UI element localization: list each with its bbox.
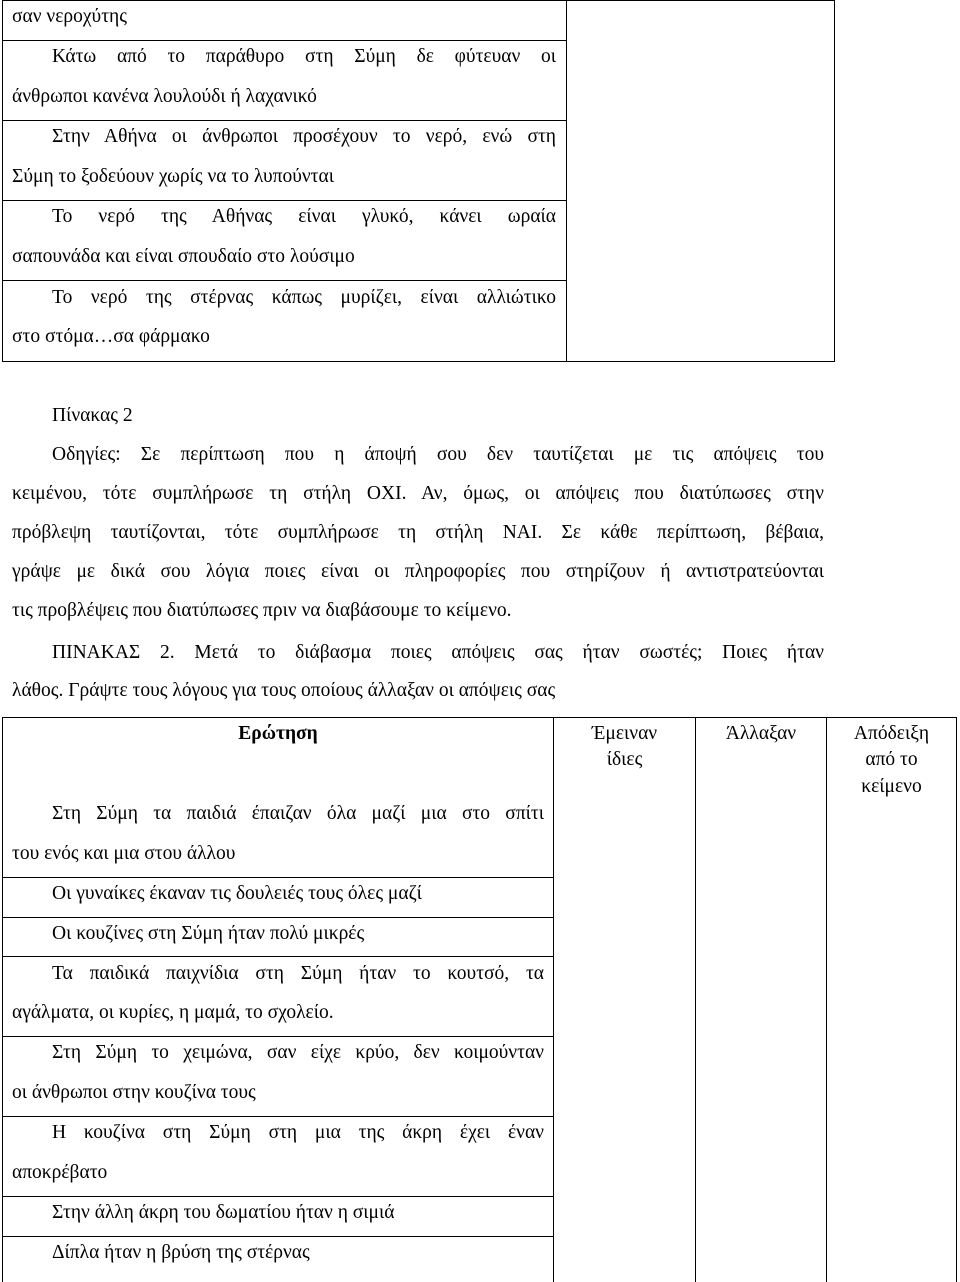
table-row: Δίπλα ήταν η βρύση της στέρνας — [52, 1242, 310, 1263]
table-row: Το νερό της στέρνας κάπως μυρίζει, είναι αλλιώτικο — [52, 287, 556, 308]
table-2-column-divider — [553, 717, 554, 1282]
table-1-row-divider — [2, 40, 567, 41]
table-2-row-divider — [2, 956, 554, 957]
header-same: Έμειναν — [591, 723, 658, 744]
instructions-line: γράψε με δικά σου λόγια ποιες είναι οι πληροφορίες που στηρίζουν ή αντιστρατεύονται — [12, 561, 824, 582]
instructions-line: πρόβλεψη ταυτίζονται, τότε συμπλήρωσε τη στήλη ΝΑΙ. Σε κάθε περίπτωση, βέβαια, — [12, 522, 824, 543]
table-2-column-divider — [695, 717, 696, 1282]
instructions-line: ΠΙΝΑΚΑΣ 2. Μετά το διάβασμα ποιες απόψεις σας ήταν σωστές; Ποιες ήταν — [52, 642, 824, 663]
header-changed: Άλλαξαν — [725, 723, 797, 744]
instructions-line: κειμένου, τότε συμπλήρωσε τη στήλη ΟΧΙ. Αν, όμως, οι απόψεις που διατύπωσες στην — [12, 483, 824, 504]
table-2-row-divider — [2, 877, 554, 878]
table-row: άνθρωποι κανένα λουλούδι ή λαχανικό — [12, 86, 317, 107]
table-row: Στη Σύμη το χειμώνα, σαν είχε κρύο, δεν κοιμούνταν — [52, 1042, 544, 1063]
table-row: σαπουνάδα και είναι σπουδαίο στο λούσιμο — [12, 246, 355, 267]
table-row: σαν νεροχύτης — [12, 6, 127, 27]
table-1-row-divider — [2, 200, 567, 201]
table-row: Σύμη το ξοδεύουν χωρίς να το λυπούνται — [12, 166, 334, 187]
table-row: στο στόμα…σα φάρμακο — [12, 326, 210, 347]
table-2-column-divider — [826, 717, 827, 1282]
header-proof: κείμενο — [861, 776, 922, 797]
table-row: Στην Αθήνα οι άνθρωποι προσέχουν το νερό, ενώ στη — [52, 126, 556, 147]
table-1-border — [2, 0, 835, 1]
header-same: ίδιες — [606, 749, 643, 770]
table-row: αγάλματα, οι κυρίες, η μαμά, το σχολείο. — [12, 1002, 334, 1023]
header-proof: Απόδειξη — [853, 723, 930, 744]
table-row: οι άνθρωποι στην κουζίνα τους — [12, 1082, 256, 1103]
table-1-border — [834, 0, 835, 362]
header-question: Ερώτηση — [238, 723, 318, 744]
table-2-border — [2, 717, 957, 718]
section-title: Πίνακας 2 — [52, 405, 133, 426]
table-row: Οι γυναίκες έκαναν τις δουλειές τους όλες μαζί — [52, 883, 422, 904]
table-row: αποκρέβατο — [12, 1162, 108, 1183]
instructions-line: Οδηγίες: Σε περίπτωση που η άποψή σου δεν ταυτίζεται με τις απόψεις του — [52, 444, 824, 465]
table-row: Κάτω από το παράθυρο στη Σύμη δε φύτευαν οι — [52, 46, 556, 67]
table-1-row-divider — [2, 280, 567, 281]
table-1-border — [2, 361, 835, 362]
table-1-border — [566, 0, 567, 362]
table-2-row-divider — [2, 1116, 554, 1117]
table-2-border — [2, 717, 3, 1282]
table-1-border — [2, 0, 3, 362]
instructions-line: τις προβλέψεις που διατύπωσες πριν να διαβάσουμε το κείμενο. — [12, 600, 512, 621]
table-2-row-divider — [2, 917, 554, 918]
table-2-row-divider — [2, 1236, 554, 1237]
table-1-row-divider — [2, 120, 567, 121]
table-2-border — [956, 717, 957, 1282]
table-2-row-divider — [2, 1036, 554, 1037]
table-2-row-divider — [2, 1196, 554, 1197]
instructions-line: λάθος. Γράψτε τους λόγους για τους οποίους άλλαξαν οι απόψεις σας — [12, 680, 556, 701]
table-row: Οι κουζίνες στη Σύμη ήταν πολύ μικρές — [52, 923, 365, 944]
table-row: του ενός και μια στου άλλου — [12, 843, 236, 864]
header-proof: από το — [865, 749, 918, 770]
table-row: Η κουζίνα στη Σύμη στη μια της άκρη έχει έναν — [52, 1122, 544, 1143]
table-row: Το νερό της Αθήνας είναι γλυκό, κάνει ωραία — [52, 206, 556, 227]
table-row: Τα παιδικά παιχνίδια στη Σύμη ήταν το κουτσό, τα — [52, 963, 544, 984]
table-row: Στη Σύμη τα παιδιά έπαιζαν όλα μαζί μια στο σπίτι — [52, 803, 544, 824]
table-row: Στην άλλη άκρη του δωματίου ήταν η σιμιά — [52, 1202, 395, 1223]
